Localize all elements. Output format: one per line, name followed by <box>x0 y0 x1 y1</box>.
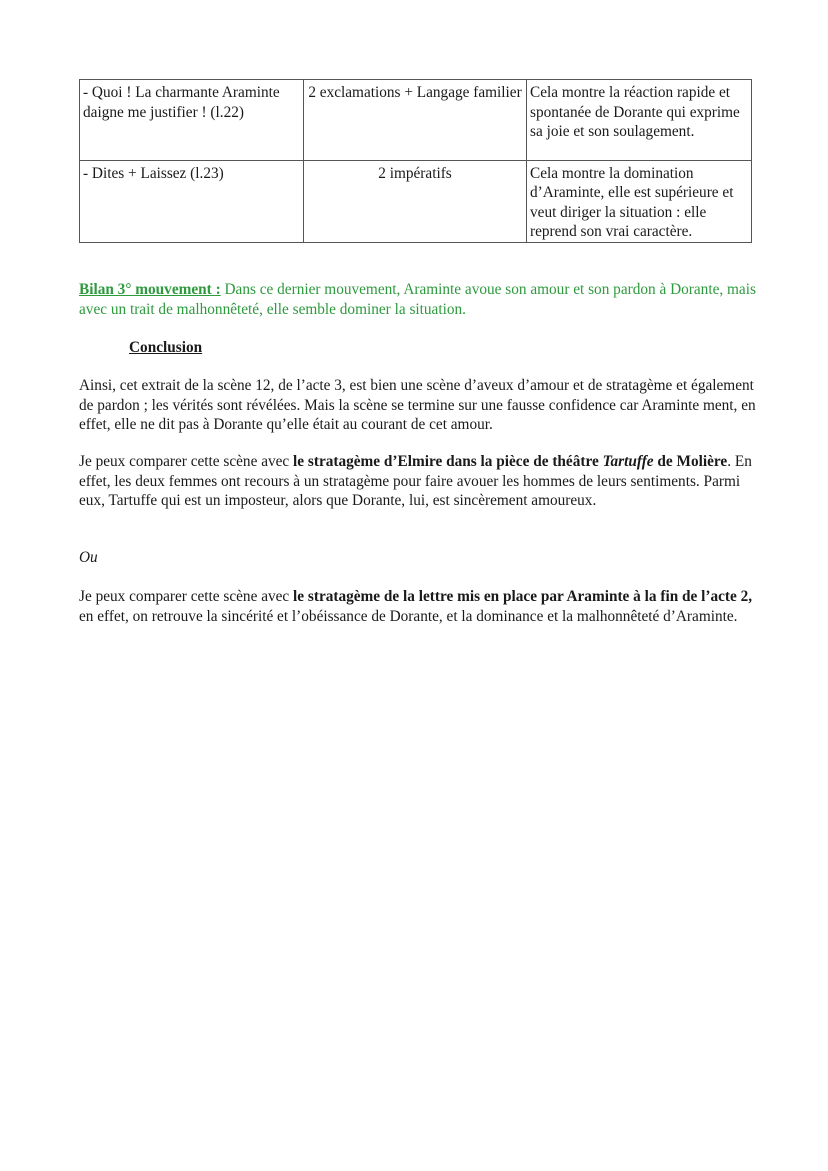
bilan-paragraph <box>79 280 759 319</box>
table-row <box>80 80 752 161</box>
comparison-bold: le stratagème de la lettre mis en place par Araminte à la fin de l’acte 2, <box>293 588 753 605</box>
table-cell-quote: - Quoi ! La charmante Araminte daigne me justifier ! (l.22) <box>80 80 304 161</box>
bilan-text: Dans ce dernier mouvement, Araminte avoue son amour et son pardon à Dorante, mais avec un trait de malhonnêteté, elle semble dominer la situation. <box>79 281 756 318</box>
row-spacer <box>530 142 748 160</box>
bilan-label: Bilan 3° mouvement : <box>79 281 221 298</box>
comparison-bold-author: de Molière <box>653 453 728 470</box>
comparison-intro: Je peux comparer cette scène avec <box>79 588 294 605</box>
table-cell-procede: 2 impératifs <box>304 160 527 242</box>
comparison-paragraph-1 <box>79 452 759 511</box>
table-cell-quote: - Dites + Laissez (l.23) <box>80 160 304 242</box>
table-row <box>80 160 752 242</box>
table-cell-procede: 2 exclamations + Langage familier <box>304 80 527 161</box>
or-separator: Ou <box>79 549 98 566</box>
analysis-table <box>79 79 752 243</box>
comparison-paragraph-2 <box>79 587 759 626</box>
conclusion-heading: Conclusion <box>129 339 203 356</box>
conclusion-paragraph-1: Ainsi, cet extrait de la scène 12, de l’acte 3, est bien une scène d’aveux d’amour et de stratagème et également de pardon ; les vérités sont révélées. Mais la scène se termine sur une fausse confidence car Araminte ment, en effet, elle ne dit pas à Dorante qu’elle était au courant de cet amour. <box>79 377 756 433</box>
comparison-bold: le stratagème d’Elmire dans la pièce de théâtre <box>293 453 603 470</box>
table-cell-interpretation: Cela montre la domination d’Araminte, elle est supérieure et veut diriger la situation : elle reprend son vrai caractère. <box>527 160 752 242</box>
comparison-rest: en effet, on retrouve la sincérité et l’obéissance de Dorante, et la dominance et la malhonnêteté d’Araminte. <box>79 607 738 625</box>
comparison-rest: . En effet, les deux femmes ont recours à un stratagème pour faire avouer les hommes de leurs sentiments. Parmi eux, Tartuffe qui est un imposteur, alors que Dorante, lui, est sincèrement amoureux. <box>79 453 752 509</box>
interpretation-text: Cela montre la réaction rapide et spontanée de Dorante qui exprime sa joie et son soulagement. <box>530 84 740 140</box>
table-cell-interpretation <box>527 80 752 161</box>
comparison-intro: Je peux comparer cette scène avec <box>79 453 294 470</box>
play-title: Tartuffe <box>602 453 654 470</box>
